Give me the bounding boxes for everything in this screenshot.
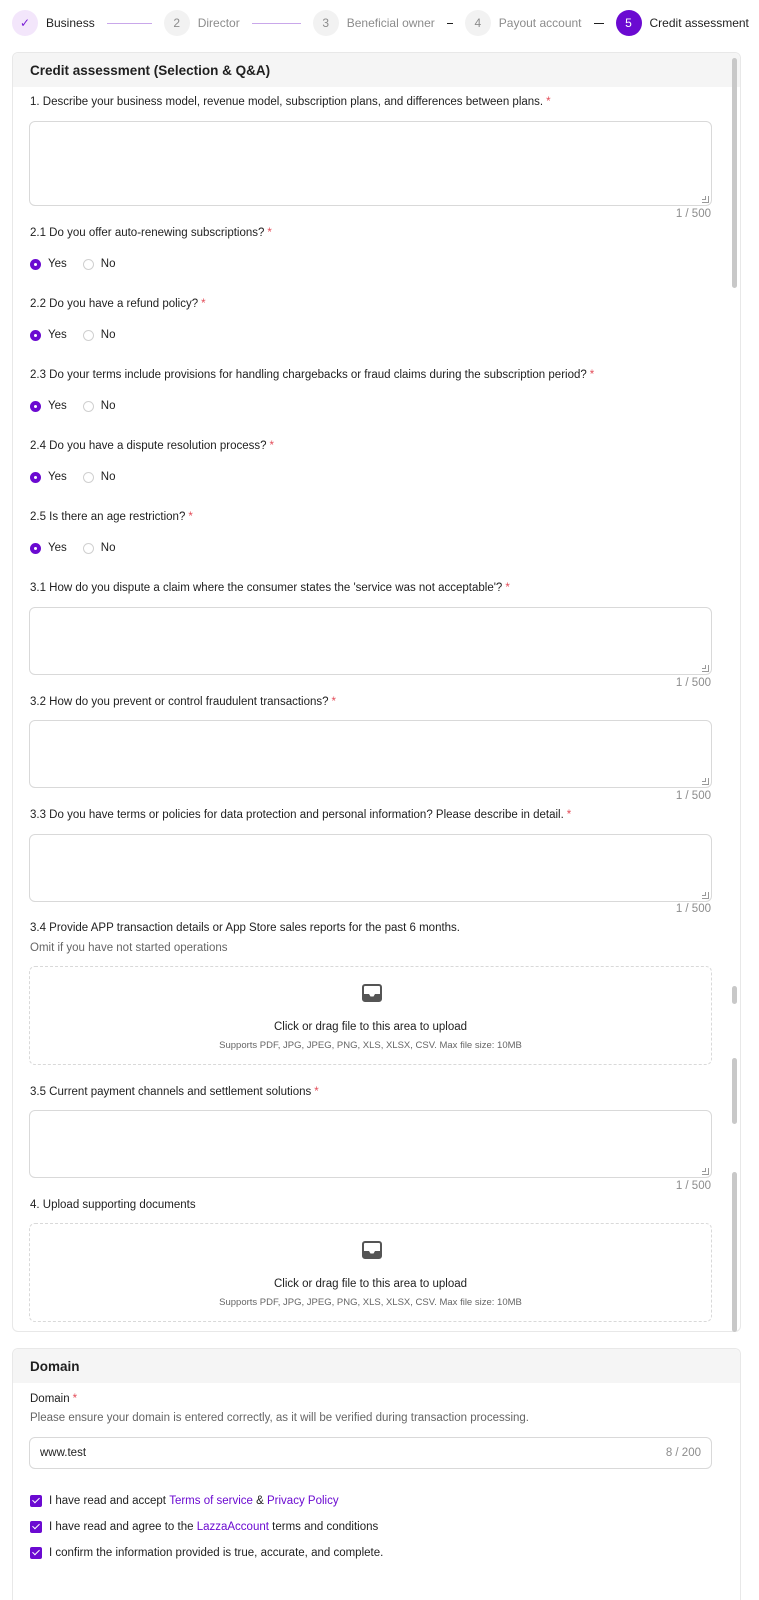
step-connector [447,23,453,24]
step-number: 2 [164,10,190,36]
fraud-prevention-textarea[interactable] [29,720,712,788]
question-label [30,1086,319,1098]
radio-label: No [100,542,116,554]
question-text: 2.3 Do your terms include provisions for handling chargebacks or fraud claims during the subscription period? [30,369,587,381]
upload-dropzone-transactions[interactable] [29,966,712,1065]
domain-value: www.test [40,1447,87,1459]
question-label [30,298,206,310]
card-title: Domain [13,1349,740,1383]
upload-hint: Supports PDF, JPG, JPEG, PNG, XLS, XLSX, CSV. Max file size: 10MB [219,1297,522,1308]
checkbox-checked[interactable] [30,1495,42,1507]
step-director[interactable] [164,10,240,36]
checkbox-checked[interactable] [30,1521,42,1533]
question-text: 1. Describe your business model, revenue model, subscription plans, and differences between plans. [30,96,544,108]
check-icon: ✓ [12,10,38,36]
checkbox-checked[interactable] [30,1547,42,1559]
question-label [30,809,571,821]
step-business[interactable] [12,10,95,36]
step-label: Director [197,16,240,30]
step-connector [107,23,152,24]
question-text: 3.1 How do you dispute a claim where the consumer states the 'service was not acceptable'? [30,582,503,594]
radio-no[interactable] [83,259,94,270]
step-label: Beneficial owner [346,16,435,30]
scrollbar-thumb[interactable] [732,1058,737,1124]
question-text: 3.3 Do you have terms or policies for data protection and personal information? Please describe in detail. [30,809,564,821]
step-number: 3 [313,10,339,36]
radio-no[interactable] [83,472,94,483]
upload-text: Click or drag file to this area to upload [273,1021,468,1033]
question-label: 4. Upload supporting documents [30,1199,196,1211]
radio-label: No [100,258,116,270]
domain-hint: Please ensure your domain is entered correctly, as it will be verified during transaction processing. [30,1412,530,1424]
field-label: Domain [30,1393,70,1405]
agreement-terms[interactable] [30,1495,339,1507]
resize-handle[interactable] [702,665,709,672]
char-counter: 1 / 500 [675,677,711,689]
radio-no[interactable] [83,330,94,341]
required-mark: * [331,696,337,708]
radio-yes[interactable] [30,330,41,341]
agreement-text: I have read and agree to the [49,1521,194,1533]
required-mark: * [188,511,193,523]
question-hint: Omit if you have not started operations [30,942,228,954]
char-counter: 1 / 500 [675,1180,711,1192]
agreement-text: & [256,1495,264,1507]
question-label [30,440,274,452]
question-label [30,369,594,381]
step-label: Credit assessment [649,16,749,30]
radio-label: Yes [48,400,67,412]
radio-label: Yes [48,542,67,554]
agreement-text: I confirm the information provided is true, accurate, and complete. [49,1547,384,1559]
payment-channels-textarea[interactable] [29,1110,712,1178]
resize-handle[interactable] [702,1168,709,1175]
step-connector [252,23,301,24]
radio-group-refund [30,329,131,341]
step-credit-assessment[interactable] [616,10,749,36]
step-number: 5 [616,10,642,36]
radio-group-dispute [30,471,131,483]
question-text: 2.2 Do you have a refund policy? [30,298,199,310]
radio-yes[interactable] [30,472,41,483]
terms-of-service-link[interactable]: Terms of service [169,1495,253,1507]
question-label [30,227,272,239]
radio-group-age [30,542,131,554]
inbox-icon [362,984,382,1002]
required-mark: * [201,298,206,310]
radio-label: No [100,329,116,341]
domain-label [30,1393,77,1405]
radio-label: Yes [48,329,67,341]
char-counter: 1 / 500 [675,790,711,802]
resize-handle[interactable] [702,892,709,899]
question-label [30,96,551,108]
agreement-confirm[interactable] [30,1547,383,1559]
required-mark: * [72,1393,78,1405]
inbox-icon [362,1241,382,1259]
char-counter: 8 / 200 [665,1447,701,1459]
required-mark: * [269,440,275,452]
radio-label: No [100,400,116,412]
scrollbar-thumb[interactable] [732,58,737,288]
required-mark: * [314,1086,319,1098]
question-text: 2.5 Is there an age restriction? [30,511,186,523]
radio-group-chargebacks [30,400,131,412]
step-beneficial-owner[interactable] [313,10,435,36]
radio-no[interactable] [83,401,94,412]
resize-handle[interactable] [702,778,709,785]
domain-card [12,1348,741,1600]
scrollbar-thumb[interactable] [732,986,737,1004]
char-counter: 1 / 500 [675,208,711,220]
required-mark: * [589,369,595,381]
radio-label: Yes [48,471,67,483]
lazzaaccount-link[interactable]: LazzaAccount [196,1521,269,1533]
agreement-text: terms and conditions [272,1521,379,1533]
resize-handle[interactable] [702,196,709,203]
question-text: 3.2 How do you prevent or control fraudulent transactions? [30,696,329,708]
scrollbar-thumb[interactable] [732,1172,737,1332]
step-number: 4 [465,10,491,36]
radio-yes[interactable] [30,259,41,270]
step-payout-account[interactable] [465,10,582,36]
data-protection-textarea[interactable] [29,834,712,902]
card-title: Credit assessment (Selection & Q&A) [13,53,740,87]
radio-yes[interactable] [30,543,41,554]
domain-input[interactable] [29,1437,712,1469]
agreement-text: I have read and accept [49,1495,166,1507]
required-mark: * [546,96,551,108]
question-label [30,511,193,523]
radio-label: No [100,471,116,483]
business-model-textarea[interactable] [29,121,712,206]
char-counter: 1 / 500 [675,903,711,915]
dispute-claim-textarea[interactable] [29,607,712,675]
radio-yes[interactable] [30,401,41,412]
stepper [0,0,759,46]
step-connector [594,23,604,24]
privacy-policy-link[interactable]: Privacy Policy [267,1495,339,1507]
radio-group-auto-renew [30,258,131,270]
step-label: Business [46,16,95,30]
required-mark: * [267,227,272,239]
upload-dropzone-supporting-docs[interactable] [29,1223,712,1322]
question-label [30,696,336,708]
radio-no[interactable] [83,543,94,554]
upload-hint: Supports PDF, JPG, JPEG, PNG, XLS, XLSX, CSV. Max file size: 10MB [219,1040,522,1051]
step-label: Payout account [498,16,582,30]
question-text: 2.1 Do you offer auto-renewing subscriptions? [30,227,265,239]
upload-text: Click or drag file to this area to upload [273,1278,468,1290]
required-mark: * [505,582,510,594]
radio-label: Yes [48,258,67,270]
question-label [30,582,510,594]
required-mark: * [566,809,572,821]
agreement-lazza[interactable] [30,1521,378,1533]
question-text: 3.5 Current payment channels and settlement solutions [30,1086,312,1098]
question-label: 3.4 Provide APP transaction details or App Store sales reports for the past 6 months. [30,922,460,934]
question-text: 2.4 Do you have a dispute resolution process? [30,440,267,452]
